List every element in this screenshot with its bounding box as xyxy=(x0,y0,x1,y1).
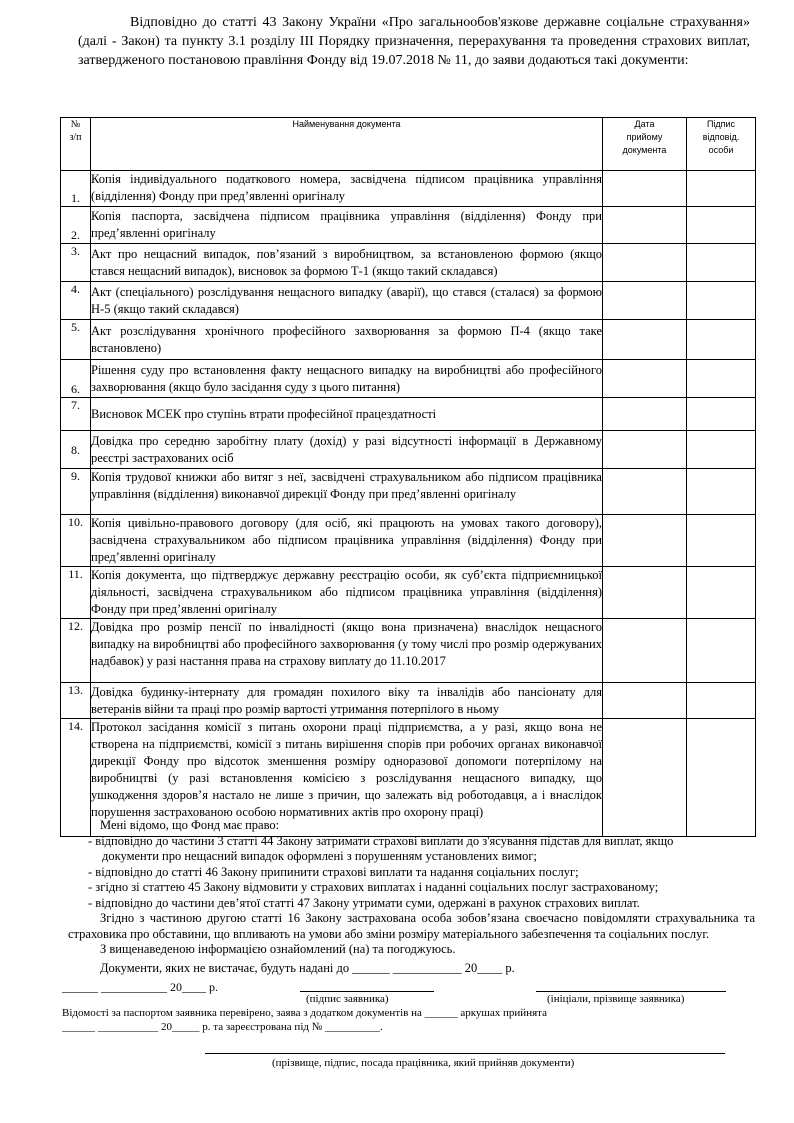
intro-text: Відповідно до статті 43 Закону України «Про загальнообов'язкове державне соціальне страхування» (далі - Закон) та пункту 3.1 розділу III Порядку призначення, перерахування та проведення страхових виплат, затвердженого постановою правління Фонду від 19.07.2018 № 11, до заяви додаються такі документи: xyxy=(78,15,750,68)
table-row xyxy=(61,244,756,282)
verification-line-2: ______ ___________ 20_____ р. та зареєстрована під № __________. xyxy=(62,1021,383,1033)
row-document: Довідка про середню заробітну плату (дохід) у разі відсутності інформації в Державному реєстрі застрахованих осіб xyxy=(91,431,603,469)
row-signature-cell[interactable] xyxy=(687,171,756,207)
table-row xyxy=(61,515,756,567)
table-row xyxy=(61,207,756,244)
row-document: Копія індивідуального податкового номера, засвідчена підписом працівника управління (відділення) Фонду при пред’явленні оригіналу xyxy=(91,171,603,207)
row-number: 3. xyxy=(61,244,91,282)
documents-table xyxy=(60,117,756,837)
header-document-name: Найменування документа xyxy=(91,118,603,171)
row-document: Висновок МСЕК про ступінь втрати професійної працездатності xyxy=(91,398,603,431)
table-row xyxy=(61,469,756,515)
row-signature-cell[interactable] xyxy=(687,207,756,244)
row-date-cell[interactable] xyxy=(603,207,687,244)
table-row xyxy=(61,171,756,207)
verification-line-1: Відомості за паспортом заявника перевірено, заява з додатком документів на ______ аркушах прийнята xyxy=(62,1007,547,1019)
row-date-cell[interactable] xyxy=(603,567,687,619)
row-number: 4. xyxy=(61,282,91,320)
row-document: Копія трудової книжки або витяг з неї, засвідчені страхувальником або підписом працівника управління (відділення) виконавчої дирекції Фонду при пред’явленні оригіналу xyxy=(91,469,603,515)
row-number: 9. xyxy=(61,469,91,515)
signature-caption: (підпис заявника) xyxy=(306,993,389,1005)
signature-line[interactable] xyxy=(300,991,434,992)
intro-paragraph xyxy=(78,13,750,70)
row-document: Копія документа, що підтверджує державну реєстрацію особи, як суб’єкта підприємницької діяльності, засвідчена страхувальником або підписом працівника управління (відділення) Фонду при пред’явленні оригіналу xyxy=(91,567,603,619)
row-document: Рішення суду про встановлення факту нещасного випадку на виробництві або професійного захворювання (якщо було засідання суду з цього питання) xyxy=(91,360,603,398)
row-document: Акт (спеціального) розслідування нещасного випадку (аварії), що стався (сталася) за формою Н-5 (якщо такий складався) xyxy=(91,282,603,320)
rights-bullet-2: - відповідно до статті 46 Закону припинити страхові виплати та надання соціальних послуг; xyxy=(88,864,579,879)
row-date-cell[interactable] xyxy=(603,431,687,469)
table-row xyxy=(61,619,756,683)
row-number: 2. xyxy=(61,207,91,244)
row-document: Довідка про розмір пенсії по інвалідності (якщо вона призначена) внаслідок нещасного випадку на виробництві або професійного захворювання (у тому числі про розмір одержуваних надбавок) у разі настання права на страхову виплату до 11.10.2017 xyxy=(91,619,603,683)
row-signature-cell[interactable] xyxy=(687,431,756,469)
row-date-cell[interactable] xyxy=(603,469,687,515)
rights-intro: Мені відомо, що Фонд має право: xyxy=(100,818,280,832)
row-signature-cell[interactable] xyxy=(687,567,756,619)
row-date-cell[interactable] xyxy=(603,360,687,398)
row-number: 13. xyxy=(61,683,91,719)
applicant-date-line[interactable]: ______ ___________ 20____ р. xyxy=(62,980,218,994)
rights-bullet-4: - відповідно до частини дев’ятої статті 47 Закону утримати суми, одержані в рахунок страхових виплат. xyxy=(88,895,640,910)
table-row xyxy=(61,567,756,619)
row-document: Акт розслідування хронічного професійного захворювання за формою П-4 (якщо таке встановлено) xyxy=(91,320,603,360)
row-signature-cell[interactable] xyxy=(687,398,756,431)
row-number: 5. xyxy=(61,320,91,360)
table-row xyxy=(61,431,756,469)
table-row xyxy=(61,360,756,398)
row-signature-cell[interactable] xyxy=(687,360,756,398)
row-signature-cell[interactable] xyxy=(687,469,756,515)
row-date-cell[interactable] xyxy=(603,171,687,207)
row-number: 8. xyxy=(61,431,91,469)
row-date-cell[interactable] xyxy=(603,683,687,719)
row-document: Копія паспорта, засвідчена підписом працівника управління (відділення) Фонду при пред’явленні оригіналу xyxy=(91,207,603,244)
row-date-cell[interactable] xyxy=(603,282,687,320)
table-row xyxy=(61,282,756,320)
acknowledge-text: З вищенаведеною інформацією ознайомлений (на) та погоджуюсь. xyxy=(100,942,456,956)
row-date-cell[interactable] xyxy=(603,244,687,282)
rights-bullet-1-continued: документи про нещасний випадок оформлені з порушенням установлених вимог; xyxy=(102,849,537,863)
row-date-cell[interactable] xyxy=(603,320,687,360)
row-document: Протокол засідання комісії з питань охорони праці підприємства, а у разі, якщо вона не створена на підприємстві, комісії з питань вирішення спорів при робочих органах виконавчої дирекції Фонду про відсоток зменшення розміру одноразової допомоги потерпілому на виробництві (у разі встановлення комісією з розслідування нещасного випадку, що ушкодження здоров’я настало не лише з причин, що залежать від роботодавця, а і внаслідок порушення застрахованою особою нормативних актів про охорону праці) xyxy=(91,719,603,837)
row-number: 7. xyxy=(61,398,91,431)
table-row xyxy=(61,398,756,431)
table-row xyxy=(61,683,756,719)
row-number: 6. xyxy=(61,360,91,398)
header-signature: Підпис відповід. особи xyxy=(687,118,756,171)
obligation-paragraph: Згідно з частиною другою статті 16 Закону застрахована особа зобов’язана своєчасно повідомляти страхувальника та страховика про обставини, що впливають на умови або зміни розміру матеріального забезпечення та соціальних послуг. xyxy=(68,911,755,941)
row-document: Довідка будинку-інтернату для громадян похилого віку та інвалідів або пансіонату для ветеранів війни та праці про розмір вартості утримання потерпілого в ньому xyxy=(91,683,603,719)
row-signature-cell[interactable] xyxy=(687,282,756,320)
header-date: Дата прийому документа xyxy=(603,118,687,171)
row-number: 12. xyxy=(61,619,91,683)
rights-bullet-1: - відповідно до частини 3 статті 44 Закону затримати страхові виплати до з'ясування підстав для виплат, якщо xyxy=(88,833,674,848)
receiver-caption: (прізвище, підпис, посада працівника, який прийняв документи) xyxy=(272,1057,575,1069)
name-caption: (ініціали, прізвище заявника) xyxy=(547,993,685,1005)
row-document: Копія цивільно-правового договору (для осіб, які працюють на умовах такого договору), засвідчена страхувальником або підписом працівника управління (відділення) Фонду при пред’явленні оригіналу xyxy=(91,515,603,567)
header-number: № з/п xyxy=(61,118,91,171)
rights-bullet-3: - згідно зі статтею 45 Закону відмовити у страхових виплатах і наданні соціальних послуг застрахованому; xyxy=(88,880,659,894)
row-signature-cell[interactable] xyxy=(687,244,756,282)
missing-docs-text: Документи, яких не вистачає, будуть надані до ______ ___________ 20____ р. xyxy=(100,960,515,975)
row-signature-cell[interactable] xyxy=(687,320,756,360)
row-number: 10. xyxy=(61,515,91,567)
row-number: 14. xyxy=(61,719,91,837)
table-row xyxy=(61,320,756,360)
row-date-cell[interactable] xyxy=(603,398,687,431)
row-signature-cell[interactable] xyxy=(687,683,756,719)
notice-section xyxy=(68,818,755,976)
row-document: Акт про нещасний випадок, пов’язаний з виробництвом, за встановленою формою (якщо стався нещасний випадок), висновок за формою Т-1 (якщо такий складався) xyxy=(91,244,603,282)
row-number: 1. xyxy=(61,171,91,207)
row-date-cell[interactable] xyxy=(603,515,687,567)
receiver-line[interactable] xyxy=(205,1053,725,1054)
row-number: 11. xyxy=(61,567,91,619)
row-signature-cell[interactable] xyxy=(687,619,756,683)
name-line[interactable] xyxy=(536,991,726,992)
row-date-cell[interactable] xyxy=(603,619,687,683)
row-signature-cell[interactable] xyxy=(687,515,756,567)
